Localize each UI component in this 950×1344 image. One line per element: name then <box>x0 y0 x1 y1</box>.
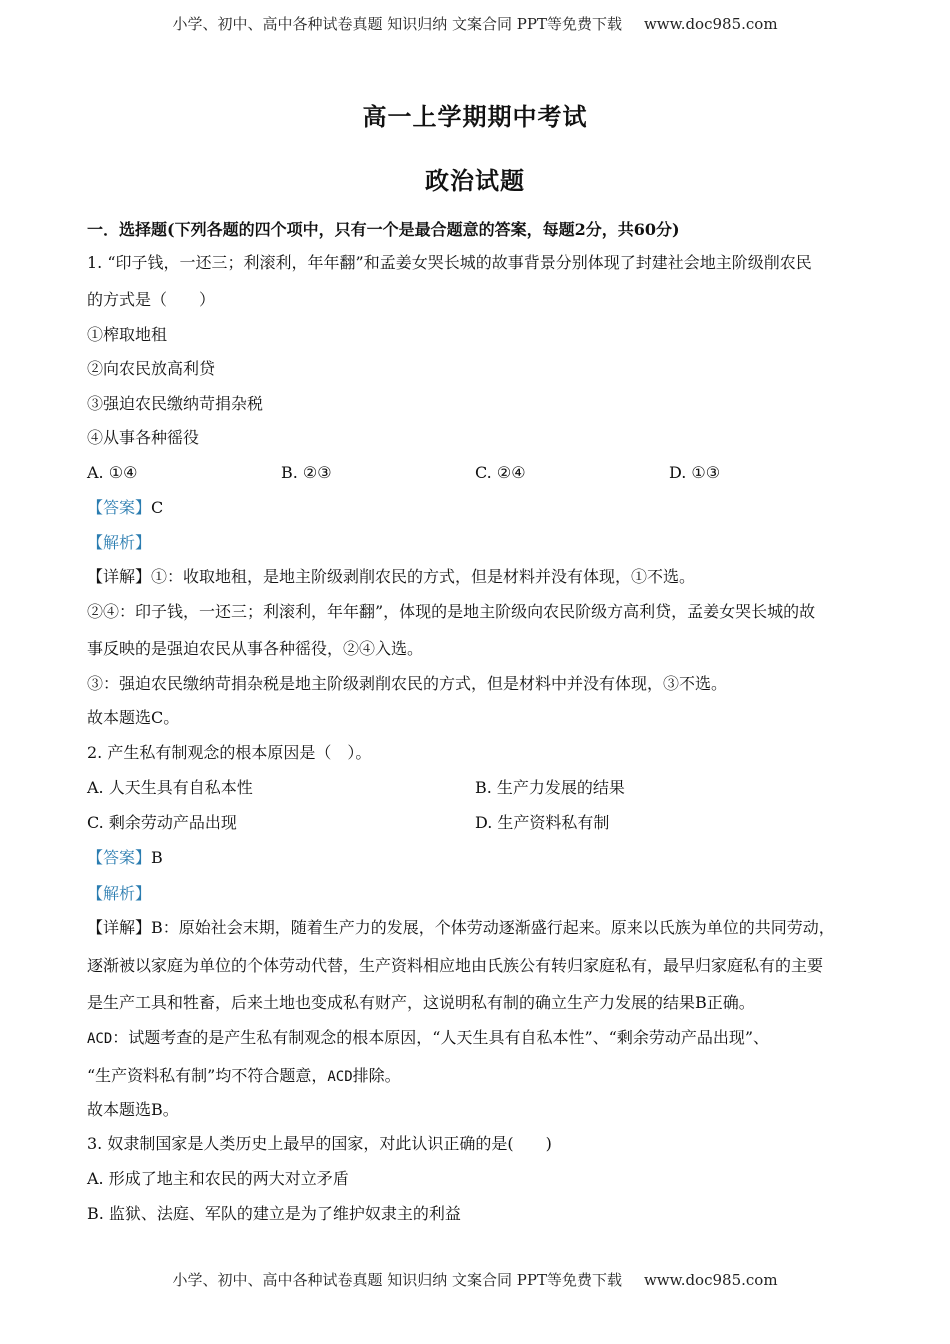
q1-detail-1: 【详解】①：收取地租，是地主阶级剥削农民的方式，但是材料并没有体现，①不选。 <box>87 567 696 586</box>
q2-option-a: A. 人天生具有自私本性 <box>87 778 253 797</box>
header-site: www.doc985.com <box>643 15 778 33</box>
q1-answer <box>87 498 867 518</box>
acd-label: ACD <box>87 1031 113 1047</box>
page-header <box>0 13 950 34</box>
q1-item-4: ④从事各种徭役 <box>87 428 200 447</box>
q2-detail-1: 【详解】B：原始社会末期，随着生产力的发展，个体劳动逐渐盛行起来。原来以氏族为单位的共同劳动， <box>87 918 835 937</box>
q1-item-1: ①榨取地租 <box>87 325 168 344</box>
answer-tag: 【答案】 <box>87 498 152 517</box>
q1-option-b: B. ②③ <box>281 463 332 482</box>
acd-text: ：试题考查的是产生私有制观念的根本原因，“人天生具有自私本性”、“剩余劳动产品出现”、 <box>112 1028 770 1047</box>
q1-detail-4: ③：强迫农民缴纳苛捐杂税是地主阶级剥削农民的方式，但是材料中并没有体现，③不选。 <box>87 674 728 693</box>
q1-analysis-tag: 【解析】 <box>87 533 152 552</box>
answer-tag: 【答案】 <box>87 848 152 867</box>
q1-conclusion: 故本题选C。 <box>87 708 180 727</box>
footer-text: 小学、初中、高中各种试卷真题 知识归纳 文案合同 PPT等免费下载 <box>172 1271 622 1289</box>
page-footer <box>0 1269 950 1290</box>
q2-conclusion: 故本题选B。 <box>87 1100 179 1119</box>
q1-detail-3: 事反映的是强迫农民从事各种徭役，②④入选。 <box>87 639 424 658</box>
q1-item-2: ②向农民放高利贷 <box>87 359 216 378</box>
q3-option-a: A. 形成了地主和农民的两大对立矛盾 <box>87 1169 349 1188</box>
q1-option-d: D. ①③ <box>669 463 721 482</box>
q1-detail-2: ②④：印子钱，一还三；利滚利，年年翻”，体现的是地主阶级向农民阶级方高利贷，孟姜女哭长城的故 <box>87 602 816 621</box>
q2-answer <box>87 848 867 868</box>
q2-detail-2: 逐渐被以家庭为单位的个体劳动代替，生产资料相应地由氏族公有转归家庭私有，最早归家庭私有的主要 <box>87 956 824 975</box>
q1-option-c: C. ②④ <box>475 463 526 482</box>
q2-stem: 2. 产生私有制观念的根本原因是（ ）。 <box>87 743 372 762</box>
q2-analysis-tag: 【解析】 <box>87 884 152 903</box>
q1-stem-line1: 1. “印子钱，一还三；利滚利，年年翻”和孟姜女哭长城的故事背景分别体现了封建社会地主阶级削农民 <box>87 253 812 272</box>
subject-title: 政治试题 <box>425 166 525 195</box>
q2-detail-4 <box>87 1028 867 1049</box>
acd2-code: ACD <box>327 1069 353 1085</box>
q1-stem-line2: 的方式是（ ） <box>87 290 216 309</box>
q3-stem: 3. 奴隶制国家是人类历史上最早的国家，对此认识正确的是( ) <box>87 1134 552 1153</box>
q2-detail-5 <box>87 1066 867 1087</box>
acd2-post: 排除。 <box>352 1066 401 1085</box>
q3-option-b: B. 监狱、法庭、军队的建立是为了维护奴隶主的利益 <box>87 1204 461 1223</box>
exam-title: 高一上学期期中考试 <box>362 102 588 131</box>
answer-value: B <box>151 848 163 867</box>
header-text: 小学、初中、高中各种试卷真题 知识归纳 文案合同 PPT等免费下载 <box>172 15 622 33</box>
section-heading: 一．选择题(下列各题的四个项中，只有一个是最合题意的答案，每题2分，共60分) <box>87 220 680 239</box>
q2-option-c: C. 剩余劳动产品出现 <box>87 813 237 832</box>
q2-detail-3: 是生产工具和牲畜，后来土地也变成私有财产，这说明私有制的确立生产力发展的结果B正确。 <box>87 993 755 1012</box>
acd2-pre: “生产资料私有制”均不符合题意， <box>87 1066 328 1085</box>
q1-option-a: A. ①④ <box>87 463 138 482</box>
q2-option-b: B. 生产力发展的结果 <box>475 778 625 797</box>
q2-option-d: D. 生产资料私有制 <box>475 813 610 832</box>
q1-item-3: ③强迫农民缴纳苛捐杂税 <box>87 394 264 413</box>
answer-value: C <box>151 498 164 517</box>
footer-site: www.doc985.com <box>643 1271 778 1289</box>
